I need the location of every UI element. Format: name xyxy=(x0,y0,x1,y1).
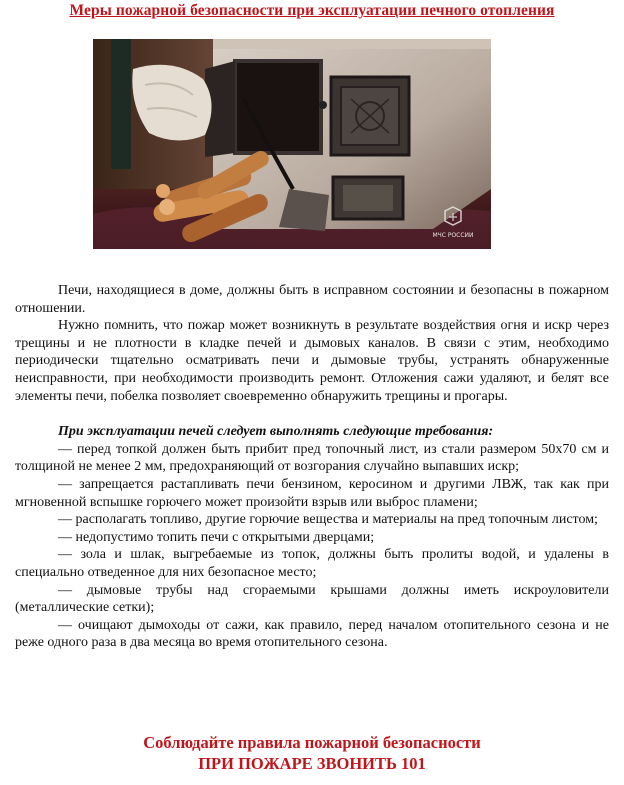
stove-photo xyxy=(93,39,491,249)
requirement-item: — располагать топливо, другие горючие вещества и материалы на пред топочным листом; xyxy=(58,512,598,528)
document-body xyxy=(15,282,609,652)
paragraph: Нужно помнить, что пожар может возникнуть в результате воздействия огня и искр через трещины и не плотности в кладке печей и дымовых каналов. В связи с этим, необходимо периодически тщательно осматривать печи и дымовые трубы, устранять обнаруженные неисправности, при необходимости производить ремонт. Отложения сажи удаляют, и белят все элементы печи, побелка позволяет своевременно обнаружить трещины и прогары. xyxy=(15,318,609,404)
requirement-item: — запрещается растапливать печи бензином, керосином и другими ЛВЖ, так как при мгновенной вспышке горючего может произойти взрыв или выброс пламени; xyxy=(15,476,609,510)
requirement-item: — дымовые трубы над сгораемыми крышами должны иметь искроуловители (металлические сетки); xyxy=(15,582,609,616)
page-title: Меры пожарной безопасности при эксплуатации печного отопления xyxy=(69,2,555,19)
requirement-item: — очищают дымоходы от сажи, как правило, перед началом отопительного сезона и не реже одного раза в два месяца во время отопительного сезона. xyxy=(15,617,609,651)
requirements-heading: При эксплуатации печей следует выполнять следующие требования: xyxy=(58,424,494,440)
footer-line-emergency: ПРИ ПОЖАРЕ ЗВОНИТЬ 101 xyxy=(198,754,426,773)
footer-line-safety: Соблюдайте правила пожарной безопасности xyxy=(143,733,481,752)
requirement-item: — недопустимо топить печи с открытыми дверцами; xyxy=(58,529,375,545)
footer-warning xyxy=(0,732,624,774)
stove-illustration xyxy=(93,39,491,249)
paragraph: Печи, находящиеся в доме, должны быть в исправном состоянии и безопасны в пожарном отношении. xyxy=(15,283,609,316)
requirement-item: — зола и шлак, выгребаемые из топок, должны быть пролиты водой, и удалены в специально отведенное для них безопасное место; xyxy=(15,547,609,580)
svg-text:МЧС РОССИИ: МЧС РОССИИ xyxy=(432,232,474,239)
requirement-item: — перед топкой должен быть прибит пред топочный лист, из стали размером 50х70 см и толщиной не менее 2 мм, предохраняющий от возгорания случайно выпавших искр; xyxy=(15,441,609,475)
